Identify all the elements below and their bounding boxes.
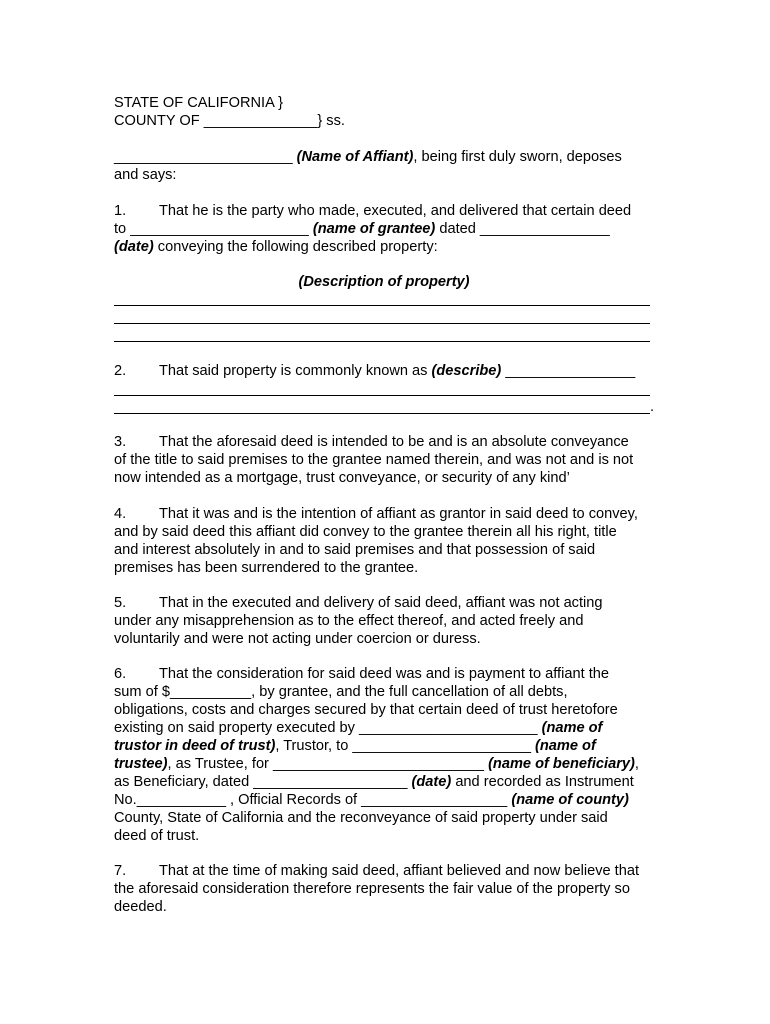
p5-text-1: That in the executed and delivery of said deed, affiant was not acting [159, 595, 603, 611]
p6-text-1: That the consideration for said deed was and is payment to affiant the [159, 666, 609, 682]
p6-line-7 [114, 773, 658, 791]
p1-text-4: conveying the following described property: [153, 239, 438, 255]
intro-line-1 [114, 148, 658, 166]
state-line: STATE OF CALIFORNIA } [114, 95, 283, 111]
venue-header [114, 94, 658, 130]
p4-line-2: and by said deed this affiant did convey to the grantee therein all his right, title [114, 524, 617, 540]
p6-line-4 [114, 719, 658, 737]
trustor-label-2: trustor in deed of trust) [114, 738, 276, 754]
p6-line-1 [114, 665, 658, 683]
p1-line-3 [114, 238, 658, 256]
paragraph-3 [114, 433, 658, 487]
grantee-label: (name of grantee) [312, 221, 436, 237]
affiant-blank: ______________________ [114, 149, 297, 165]
intro-line-2: and says: [114, 167, 177, 183]
p3-line-1 [114, 433, 658, 451]
p2-blank-line-2 [114, 413, 650, 414]
p6-line-3: obligations, costs and charges secured by that certain deed of trust heretofore [114, 702, 618, 718]
p4-number: 4. [114, 506, 127, 522]
p6-line-10: deed of trust. [114, 828, 200, 844]
p3-line-3: now intended as a mortgage, trust conveyance, or security of any kind’ [114, 470, 570, 486]
p2-number: 2. [114, 363, 127, 379]
p6-text-4: existing on said property executed by ______________________ [114, 720, 542, 736]
p1-text-3: dated ________________ [435, 221, 610, 237]
p1-line-2 [114, 220, 658, 238]
p6-line-2: sum of $__________, by grantee, and the full cancellation of all debts, [114, 684, 568, 700]
p7-line-3: deeded. [114, 899, 167, 915]
p6-text-7: as Beneficiary, dated ___________________ [114, 774, 412, 790]
p1-text-1: That he is the party who made, executed, and delivered that certain deed [159, 203, 632, 219]
p7-number: 7. [114, 863, 127, 879]
intro-text: , being first duly sworn, deposes [413, 149, 622, 165]
p5-line-2: under any misapprehension as to the effect thereof, and acted freely and [114, 613, 584, 629]
beneficiary-label: (name of beneficiary) [488, 756, 635, 772]
p3-text-1: That the aforesaid deed is intended to be and is an absolute conveyance [159, 434, 629, 450]
p6-number: 6. [114, 666, 127, 682]
p2-blank-line-1 [114, 395, 650, 396]
paragraph-7 [114, 862, 658, 916]
paragraph-6 [114, 665, 658, 845]
p2-text: That said property is commonly known as [159, 363, 432, 379]
p6-text-8: No.___________ , Official Records of __________________ [114, 792, 512, 808]
county-line: COUNTY OF ______________} ss. [114, 113, 345, 129]
p1-text-2: to ______________________ [114, 221, 313, 237]
p3-number: 3. [114, 434, 127, 450]
paragraph-1 [114, 202, 658, 256]
p3-line-2: of the title to said premises to the grantee named therein, and was not and is not [114, 452, 634, 468]
p6-line-9: County, State of California and the reconveyance of said property under said [114, 810, 608, 826]
p6-line-6 [114, 755, 658, 773]
description-heading: (Description of property) [298, 274, 470, 290]
recorded-date-label: (date) [411, 774, 452, 790]
paragraph-4 [114, 505, 658, 577]
paragraph-5 [114, 594, 658, 648]
date-label: (date) [114, 239, 154, 255]
p7-line-2: the aforesaid consideration therefore represents the fair value of the property so [114, 881, 630, 897]
affiant-label: (Name of Affiant) [296, 149, 414, 165]
p4-text-1: That it was and is the intention of affiant as grantor in said deed to convey, [159, 506, 638, 522]
p5-line-3: voluntarily and were not acting under coercion or duress. [114, 631, 481, 647]
description-line-3 [114, 341, 650, 342]
description-heading-wrap [114, 273, 654, 291]
p1-line-1 [114, 202, 658, 220]
p5-number: 5. [114, 595, 127, 611]
p2-period: . [650, 399, 655, 415]
p2-line-1 [114, 362, 658, 380]
description-line-1 [114, 305, 650, 306]
p7-line-1 [114, 862, 658, 880]
p5-line-1 [114, 594, 658, 612]
p1-number: 1. [114, 203, 127, 219]
trustor-label-1: (name of [541, 720, 603, 736]
trustee-label-1: (name of [535, 738, 596, 754]
paragraph-2 [114, 362, 658, 380]
p4-line-4: premises has been surrendered to the grantee. [114, 560, 419, 576]
p6-line-5 [114, 737, 658, 755]
p6-line-8 [114, 791, 658, 809]
trustee-label-2: trustee) [114, 756, 168, 772]
intro-paragraph [114, 148, 658, 184]
p6-text-6b: , [634, 756, 639, 772]
p2-blank: ________________ [501, 363, 636, 379]
p6-text-5: , Trustor, to ______________________ [275, 738, 536, 754]
p6-text-7b: and recorded as Instrument [451, 774, 634, 790]
p4-line-3: and interest absolutely in and to said premises and that possession of said [114, 542, 596, 558]
county-label: (name of county) [511, 792, 629, 808]
p4-line-1 [114, 505, 658, 523]
describe-label: (describe) [431, 363, 502, 379]
p6-text-6: , as Trustee, for __________________________ [167, 756, 489, 772]
description-line-2 [114, 323, 650, 324]
p7-text-1: That at the time of making said deed, affiant believed and now believe that [159, 863, 640, 879]
